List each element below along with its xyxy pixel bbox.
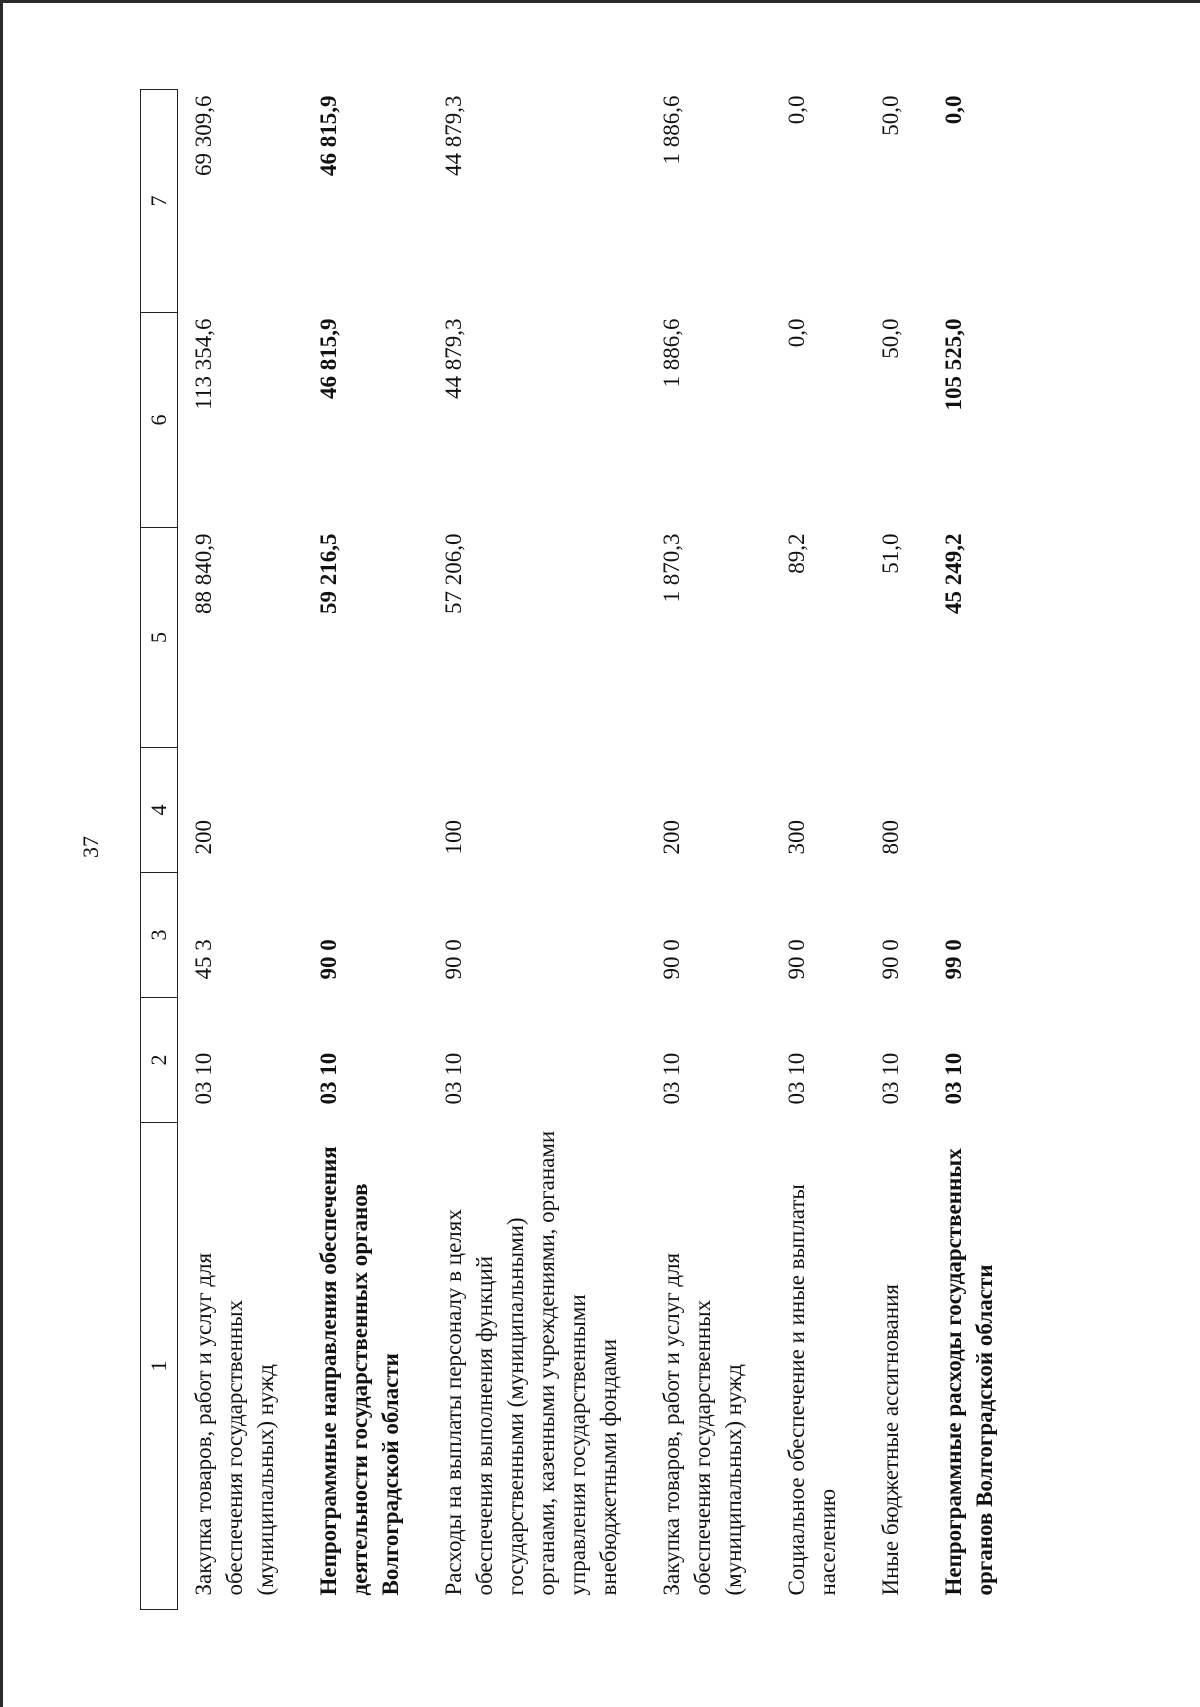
table-row <box>928 90 1022 1610</box>
amount-cell-col-6: 46 815,9 <box>316 318 341 399</box>
amount-cell-col-7: 46 815,9 <box>316 95 341 176</box>
section-code-cell: 03 10 <box>941 1052 966 1105</box>
header-cell-col-5: 5 <box>141 528 178 748</box>
table-row <box>303 90 428 1610</box>
amount-cell-col-7: 44 879,3 <box>441 95 466 176</box>
table-row <box>646 90 771 1610</box>
row-name-cell: Иные бюджетные ассигнования <box>878 1284 903 1596</box>
amount-cell-col-6: 50,0 <box>878 318 903 359</box>
row-name-cell: Закупка товаров, работ и услуг для обеспечения государственных (муниципальных) нужд <box>191 1252 278 1596</box>
row-name-cell: Расходы на выплаты персоналу в целях обеспечения выполнения функций государственными (муниципальными) органами, казенными учреждениями, органами управления государственными внебюджетными фондами <box>441 1130 621 1596</box>
target-code-cell: 99 0 <box>941 939 966 980</box>
header-cell-col-4: 4 <box>141 748 178 873</box>
amount-cell-col-5: 59 216,5 <box>316 533 341 614</box>
table-row <box>178 90 304 1610</box>
target-code-cell: 90 0 <box>659 939 684 980</box>
amount-cell-col-6: 0,0 <box>784 318 809 348</box>
expense-type-cell <box>928 748 1022 873</box>
amount-cell-col-5: 1 870,3 <box>659 533 684 603</box>
target-code-cell: 90 0 <box>878 939 903 980</box>
expense-type-cell: 200 <box>191 820 216 855</box>
rotated-sheet <box>140 90 1070 1610</box>
row-name-cell: Непрограммные расходы государственных органов Волгоградской области <box>941 1148 997 1596</box>
table-header <box>141 90 178 1610</box>
target-code-cell: 90 0 <box>784 939 809 980</box>
page-number: 37 <box>78 836 103 858</box>
header-cell-col-3: 3 <box>141 873 178 998</box>
amount-cell-col-7: 50,0 <box>878 95 903 136</box>
amount-cell-col-6: 44 879,3 <box>441 318 466 399</box>
expense-type-cell: 800 <box>878 820 903 855</box>
row-name-cell: Закупка товаров, работ и услуг для обеспечения государственных (муниципальных) нужд <box>659 1252 746 1596</box>
table-row <box>865 90 928 1610</box>
header-cell-col-2: 2 <box>141 998 178 1123</box>
row-name-cell: Непрограммные направления обеспечения деятельности государственных органов Волгоградской области <box>316 1146 403 1596</box>
amount-cell-col-6: 105 525,0 <box>941 318 966 411</box>
scan-edge-left <box>0 0 3 1707</box>
amount-cell-col-7: 0,0 <box>941 95 966 125</box>
section-code-cell: 03 10 <box>191 1052 216 1105</box>
amount-cell-col-5: 51,0 <box>878 533 903 574</box>
header-cell-col-7: 7 <box>141 90 178 313</box>
budget-table <box>140 89 1022 1610</box>
table-body <box>178 90 1023 1610</box>
row-name-cell: Социальное обеспечение и иные выплаты населению <box>784 1184 840 1596</box>
target-code-cell: 90 0 <box>441 939 466 980</box>
section-code-cell: 03 10 <box>659 1052 684 1105</box>
amount-cell-col-5: 45 249,2 <box>941 533 966 614</box>
section-code-cell: 03 10 <box>878 1052 903 1105</box>
amount-cell-col-7: 1 886,6 <box>659 95 684 165</box>
amount-cell-col-5: 57 206,0 <box>441 533 466 614</box>
amount-cell-col-6: 1 886,6 <box>659 318 684 388</box>
amount-cell-col-7: 0,0 <box>784 95 809 125</box>
header-cell-col-1: 1 <box>141 1123 178 1610</box>
expense-type-cell: 300 <box>784 820 809 855</box>
amount-cell-col-5: 89,2 <box>784 533 809 574</box>
target-code-cell: 90 0 <box>316 939 341 980</box>
table-row <box>771 90 865 1610</box>
section-code-cell: 03 10 <box>784 1052 809 1105</box>
header-row <box>141 90 178 1610</box>
expense-type-cell: 200 <box>659 820 684 855</box>
amount-cell-col-6: 113 354,6 <box>191 318 216 410</box>
header-cell-col-6: 6 <box>141 313 178 528</box>
target-code-cell: 45 3 <box>191 939 216 980</box>
amount-cell-col-5: 88 840,9 <box>191 533 216 614</box>
expense-type-cell: 100 <box>441 820 466 855</box>
scan-edge-top <box>0 0 1200 3</box>
section-code-cell: 03 10 <box>441 1052 466 1105</box>
table-row <box>428 90 646 1610</box>
amount-cell-col-7: 69 309,6 <box>191 95 216 176</box>
section-code-cell: 03 10 <box>316 1052 341 1105</box>
expense-type-cell <box>303 748 428 873</box>
